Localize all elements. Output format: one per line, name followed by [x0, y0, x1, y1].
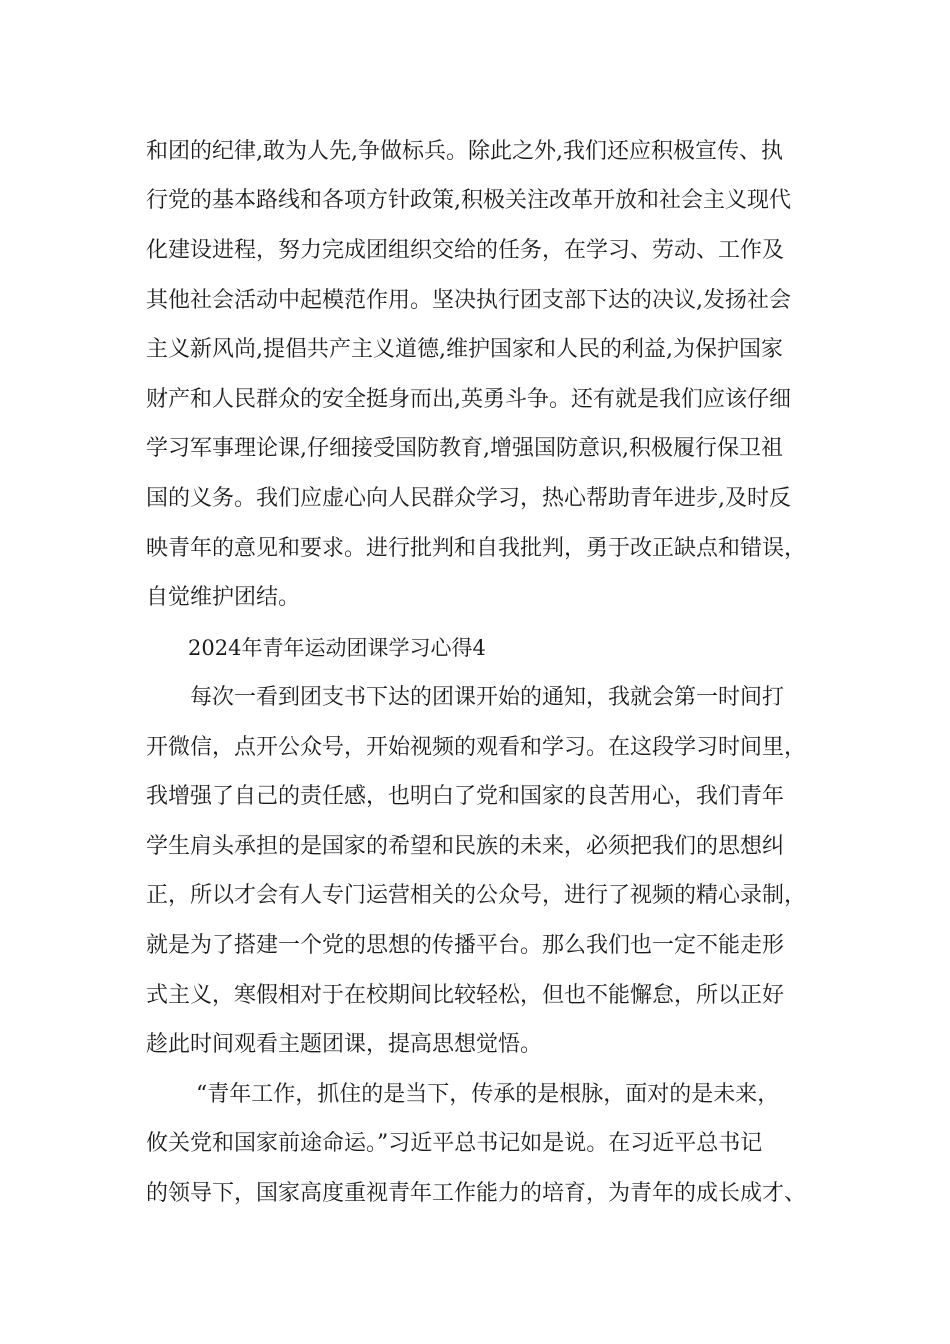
paragraph-2-line-7: 式主义，寒假相对于在校期间比较轻松，但也不能懈怠，所以正好 [146, 983, 785, 1008]
paragraph-1-line-8: 国的义务。我们应虚心向人民群众学习，热心帮助青年进步,及时反 [146, 486, 791, 511]
paragraph-1-line-9: 映青年的意见和要求。进行批判和自我批判，勇于改正缺点和错误， [146, 536, 807, 561]
paragraph-1-line-1: 和团的纪律,敢为人先,争做标兵。除此之外,我们还应积极宣传、执 [146, 139, 783, 164]
paragraph-2-line-2: 开微信，点开公众号，开始视频的观看和学习。在这段学习时间里， [146, 735, 807, 760]
paragraph-2-line-6: 就是为了搭建一个党的思想的传播平台。那么我们也一定不能走形 [146, 933, 785, 958]
paragraph-1-line-10: 自觉维护团结。 [146, 585, 301, 610]
paragraph-1-line-7: 学习军事理论课,仔细接受国防教育,增强国防意识,积极履行保卫祖 [146, 436, 783, 461]
paragraph-2-line-4: 学生肩头承担的是国家的希望和民族的未来，必须把我们的思想纠 [146, 834, 785, 859]
paragraph-2-line-1: 每次一看到团支书下达的团课开始的通知，我就会第一时间打 [190, 685, 785, 710]
section-heading: 2024年青年运动团课学习心得4 [188, 636, 486, 660]
paragraph-1-line-6: 财产和人民群众的安全挺身而出,英勇斗争。还有就是我们应该仔细 [146, 387, 791, 412]
paragraph-1-line-5: 主义新风尚,提倡共产主义道德,维护国家和人民的利益,为保护国家 [146, 337, 783, 362]
paragraph-3-line-1: “青年工作，抓住的是当下，传承的是根脉，面对的是未来， [196, 1082, 780, 1107]
paragraph-1-line-3: 化建设进程，努力完成团组织交给的任务，在学习、劳动、工作及 [146, 238, 785, 263]
paragraph-1-line-4: 其他社会活动中起模范作用。坚决执行团支部下达的决议,发扬社会 [146, 288, 791, 313]
paragraph-1-line-2: 行党的基本路线和各项方针政策,积极关注改革开放和社会主义现代 [146, 188, 791, 213]
paragraph-2-line-5: 正，所以才会有人专门运营相关的公众号，进行了视频的精心录制， [146, 883, 807, 908]
paragraph-2-line-3: 我增强了自己的责任感，也明白了党和国家的良苦用心，我们青年 [146, 784, 785, 809]
paragraph-3-line-3: 的领导下，国家高度重视青年工作能力的培育，为青年的成长成才、 [146, 1181, 807, 1206]
paragraph-2-line-8: 趁此时间观看主题团课，提高思想觉悟。 [146, 1032, 543, 1057]
paragraph-3-line-2: 攸关党和国家前途命运。”习近平总书记如是说。在习近平总书记 [146, 1131, 763, 1156]
